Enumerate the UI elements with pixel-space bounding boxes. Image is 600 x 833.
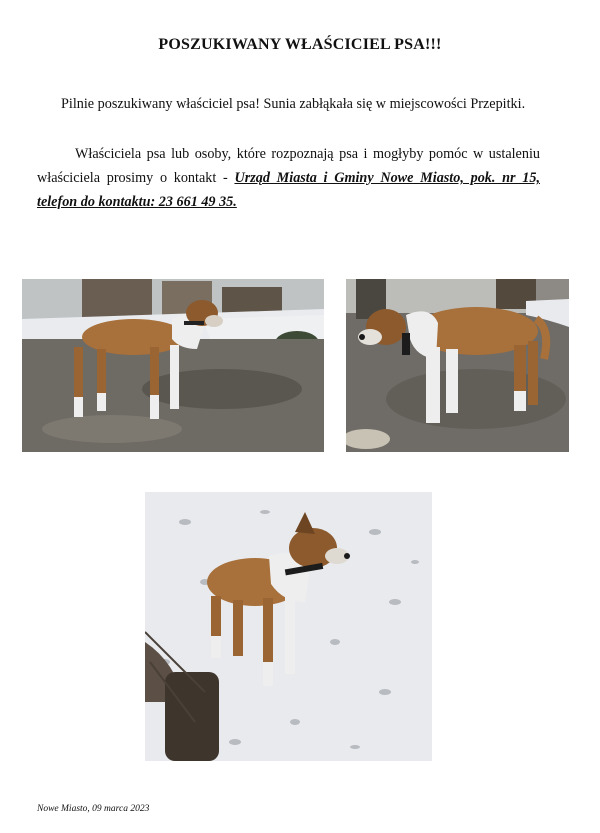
contact-info: Urząd Miasta i Gminy Nowe Miasto, pok. nr 15, telefon do kontaktu: 23 661 49 35. xyxy=(37,170,540,210)
paragraph-contact xyxy=(37,142,540,214)
paragraph-intro: Pilnie poszukiwany właściciel psa! Sunia zabłąkała się w miejscowości Przepitki. xyxy=(61,96,526,112)
page-title: POSZUKIWANY WŁAŚCICIEL PSA!!! xyxy=(158,36,442,53)
dog-photo-3 xyxy=(145,492,432,761)
dog-photo-2 xyxy=(346,279,569,452)
footer-place-date: Nowe Miasto, 09 marca 2023 xyxy=(37,804,150,814)
paragraph-contact-text: Właściciela psa lub osoby, które rozpoznają psa i mogłyby pomóc w ustaleniu właściciela prosimy o kontakt - xyxy=(37,146,540,186)
dog-photo-1 xyxy=(22,279,324,452)
